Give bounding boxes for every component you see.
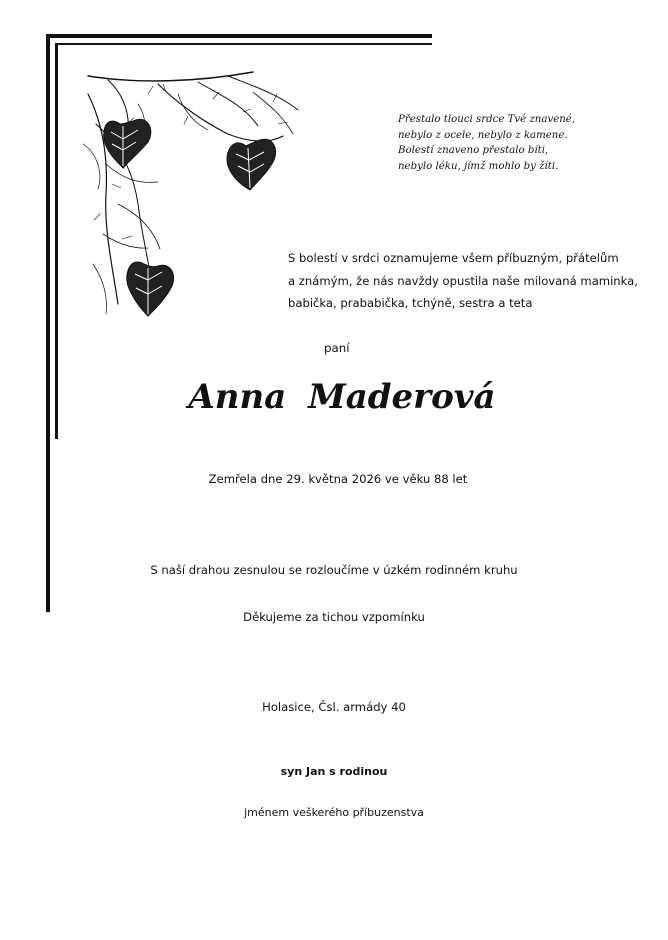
announcement-line: S bolestí v srdci oznamujeme všem příbuzným, přátelům (288, 251, 619, 265)
poem-line: nebylo léku, jímž mohlo by žíti. (398, 160, 559, 172)
farewell-info: S naší drahou zesnulou se rozloučíme v úzkém rodinném kruhu (150, 563, 518, 577)
mourning-border-top-inner (56, 43, 432, 45)
mourning-border-top (46, 34, 432, 38)
poem-line: Bolestí znaveno přestalo bíti, (398, 145, 549, 156)
family-signature: jménem veškerého příbuzenstva (244, 806, 424, 819)
poem-line: Přestalo tlouci srdce Tvé znavené, (398, 114, 576, 125)
deceased-name: Anna Maderová (188, 377, 496, 417)
thanks-line: Děkujeme za tichou vzpomínku (243, 610, 425, 624)
signature: syn Jan s rodinou (280, 765, 388, 778)
address: Holasice, Čsl. armády 40 (262, 700, 406, 714)
poem-line: nebylo z ocele, nebylo z kamene. (398, 129, 568, 141)
linden-branch-illustration (78, 64, 308, 334)
death-date: Zemřela dne 29. května 2026 ve věku 88 let (208, 472, 468, 486)
announcement-line: babička, prababička, tchýně, sestra a teta (288, 296, 533, 310)
announcement-text (288, 247, 648, 315)
mourning-border-left (46, 34, 50, 612)
announcement-line: a známým, že nás navždy opustila naše milovaná maminka, (288, 273, 638, 288)
poem-verse (398, 112, 618, 174)
honorific: paní (324, 341, 350, 355)
